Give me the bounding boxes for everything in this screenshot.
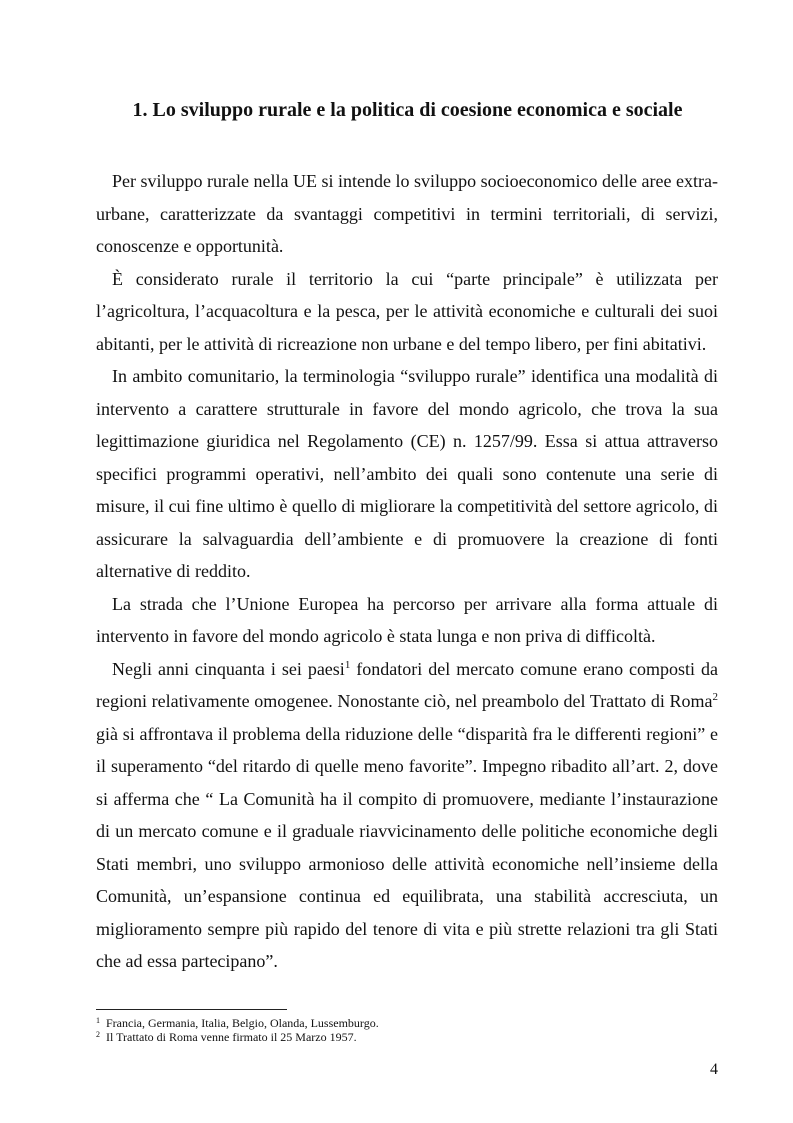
footnote-1: [96, 1016, 718, 1030]
paragraph-5: [96, 653, 718, 978]
paragraph-1: Per sviluppo rurale nella UE si intende lo sviluppo socioeconomico delle aree extra-urbane, caratterizzate da svantaggi competitivi in termini territoriali, di servizi, conoscenze e opportunità.: [96, 171, 718, 256]
footnotes: [96, 1016, 718, 1044]
paragraph-5-part-c: già si affrontava il problema della riduzione delle “disparità fra le differenti regioni” e il superamento “del ritardo di quelle meno favorite”. Impegno ribadito all’art. 2, dove si afferma che “ La Comunità ha il compito di promuovere, mediante l’instaurazione di un mercato comune e il graduale riavvicinamento delle politiche economiche degli Stati membri, uno sviluppo armonioso delle attività economiche nell’insieme della Comunità, un’espansione continua ed equilibrata, una stabilità accresciuta, un miglioramento sempre più rapido del tenore di vita e più strette relazioni tra gli Stati che ad essa partecipano”.: [96, 723, 718, 971]
paragraph-2: È considerato rurale il territorio la cui “parte principale” è utilizzata per l’agricoltura, l’acquacoltura e la pesca, per le attività economiche e culturali dei suoi abitanti, per le attività di ricreazione non urbane e del tempo libero, per fini abitativi.: [96, 268, 718, 354]
footnote-text-2: Il Trattato di Roma venne firmato il 25 Marzo 1957.: [106, 1030, 357, 1044]
paragraph-5-part-a: Negli anni cinquanta i sei paesi: [112, 658, 345, 679]
footnote-marker-1: 1: [96, 1016, 100, 1025]
paragraph-3: In ambito comunitario, la terminologia “sviluppo rurale” identifica una modalità di intervento a carattere strutturale in favore del mondo agricolo, che trova la sua legittimazione giuridica nel Regolamento (CE) n. 1257/99. Essa si attua attraverso specifici programmi operativi, nell’ambito dei quali sono contenute una serie di misure, il cui fine ultimo è quello di migliorare la competitività del settore agricolo, di assicurare la salvaguardia dell’ambiente e di promuovere la creazione di fonti alternative di reddito.: [96, 366, 718, 581]
footnote-2: [96, 1030, 718, 1044]
footnote-ref-1: 1: [344, 658, 351, 671]
footnote-text-1: Francia, Germania, Italia, Belgio, Olanda, Lussemburgo.: [106, 1016, 379, 1030]
page-number: 4: [710, 1061, 718, 1078]
paragraph-4: La strada che l’Unione Europea ha percorso per arrivare alla forma attuale di intervento in favore del mondo agricolo è stata lunga e non priva di difficoltà.: [96, 593, 718, 646]
footnote-ref-2: 2: [712, 691, 718, 703]
section-title: 1. Lo sviluppo rurale e la politica di coesione economica e sociale: [132, 99, 683, 121]
body-text: [96, 165, 718, 978]
footnote-divider: [96, 1009, 287, 1010]
paragraph-5-part-b: fondatori del mercato comune erano composti da regioni relativamente omogenee. Nonostante ciò, nel preambolo del Trattato di Roma: [96, 658, 719, 711]
footnote-marker-2: 2: [96, 1030, 100, 1039]
